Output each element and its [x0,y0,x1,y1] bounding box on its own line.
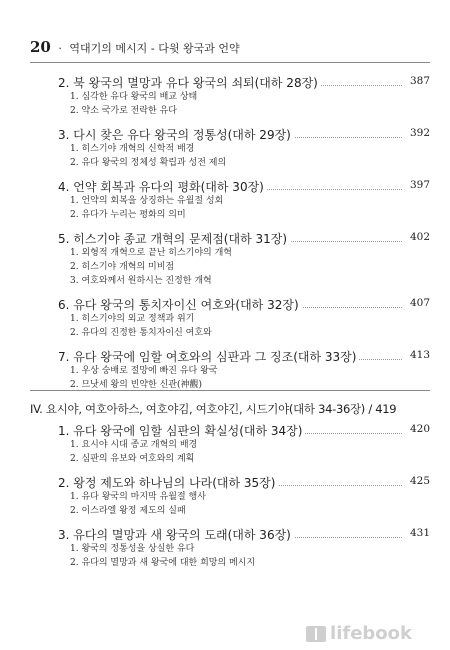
section-rule [30,390,430,391]
section-heading: IV. 요시야, 여호아하스, 여호야김, 여호야긴, 시드기야(대하 34-36장) / 419 [30,402,397,416]
toc-list-chapter-iv [30,422,430,570]
toc-entry-block [30,348,430,392]
toc-entry-title: 2. 북 왕국의 멸망과 유다 왕국의 쇠퇴(대하 28장) [58,74,321,91]
book-icon [306,626,326,642]
toc-entry-block [30,230,430,288]
toc-entry-page: 387 [406,75,430,87]
page-number: 20 [30,38,51,56]
toc-entry-title: 1. 유다 왕국에 임할 심판의 확실성(대하 34장) [58,422,305,439]
toc-subentry: 1. 히스기야 개혁의 신학적 배경 [70,144,195,154]
toc-entry-block [30,422,430,466]
running-title: 역대기의 메시지 - 다윗 왕국과 언약 [69,42,240,55]
toc-entry-title: 6. 유다 왕국의 통치자이신 여호와(대하 32장) [58,296,302,313]
toc-entry-page: 413 [406,349,430,361]
toc-subentry: 1. 히스기야의 외교 정책과 위기 [70,314,195,324]
toc-entry-page: 420 [406,423,430,435]
toc-entry-block [30,296,430,340]
toc-subentry: 2. 므낫세 왕의 빈약한 신관(神觀) [70,380,202,390]
toc-entry-title: 3. 유다의 멸망과 새 왕국의 도래(대하 36장) [58,526,294,543]
toc-subentry: 2. 이스라엘 왕정 제도의 실패 [70,506,186,516]
toc-entry-page: 431 [406,527,430,539]
toc-entry-page: 397 [406,179,430,191]
toc-entry-page: 402 [406,231,430,243]
toc-entry [58,230,430,246]
toc-entry [58,178,430,194]
toc-subentry: 2. 유다의 멸망과 새 왕국에 대한 희망의 메시지 [70,558,256,568]
toc-subentry: 3. 여호와께서 원하시는 진정한 개혁 [70,276,212,286]
running-header [30,38,430,56]
toc-entry-page: 392 [406,127,430,139]
toc-entry-title: 2. 왕정 제도와 하나님의 나라(대하 35장) [58,474,278,491]
header-rule [30,62,430,63]
toc-entry-block [30,74,430,118]
toc-subentry: 2. 유다 왕국의 정체성 확립과 성전 제의 [70,158,227,168]
toc-subentry: 1. 외형적 개혁으로 끝난 히스기야의 개혁 [70,248,232,258]
toc-entry-block [30,526,430,570]
toc-entry [58,74,430,90]
toc-entry [58,422,430,438]
toc-entry-block [30,126,430,170]
toc-entry-block [30,178,430,222]
toc-entry-page: 425 [406,475,430,487]
toc-entry [58,474,430,490]
toc-subentry: 2. 히스기야 개혁의 미비점 [70,262,175,272]
toc-subentry: 1. 우상 숭배로 절망에 빠진 유다 왕국 [70,366,218,376]
lifebook-watermark [306,623,412,644]
toc-list-chapter-iii [30,74,430,392]
toc-subentry: 2. 심판의 유보와 여호와의 계획 [70,454,195,464]
toc-entry-block [30,474,430,518]
toc-entry-title: 7. 유다 왕국에 임할 여호와의 심판과 그 징조(대하 33장) [58,348,359,365]
toc-entry-title: 3. 다시 찾은 유다 왕국의 정통성(대하 29장) [58,126,294,143]
toc-subentry: 2. 유다의 진정한 통치자이신 여호와 [70,328,212,338]
toc-subentry: 1. 심각한 유다 왕국의 배교 상태 [70,92,198,102]
toc-entry [58,126,430,142]
toc-entry-title: 5. 히스기야 종교 개혁의 문제점(대하 31장) [58,230,290,247]
toc-entry-title: 4. 언약 회복과 유다의 평화(대하 30장) [58,178,267,195]
toc-subentry: 1. 왕국의 정통성을 상실한 유다 [70,544,195,554]
toc-subentry: 1. 언약의 회복을 상징하는 유월절 성회 [70,196,224,206]
toc-subentry: 2. 약소 국가로 전락한 유다 [70,106,177,116]
toc-entry [58,526,430,542]
toc-entry [58,348,430,364]
header-separator: · [58,42,62,55]
toc-subentry: 2. 유다가 누리는 평화의 의미 [70,210,186,220]
toc-entry [58,296,430,312]
toc-subentry: 1. 유다 왕국의 마지막 유월절 행사 [70,492,206,502]
toc-subentry: 1. 요시야 시대 종교 개혁의 배경 [70,440,198,450]
toc-entry-page: 407 [406,297,430,309]
watermark-text: lifebook [330,623,412,644]
